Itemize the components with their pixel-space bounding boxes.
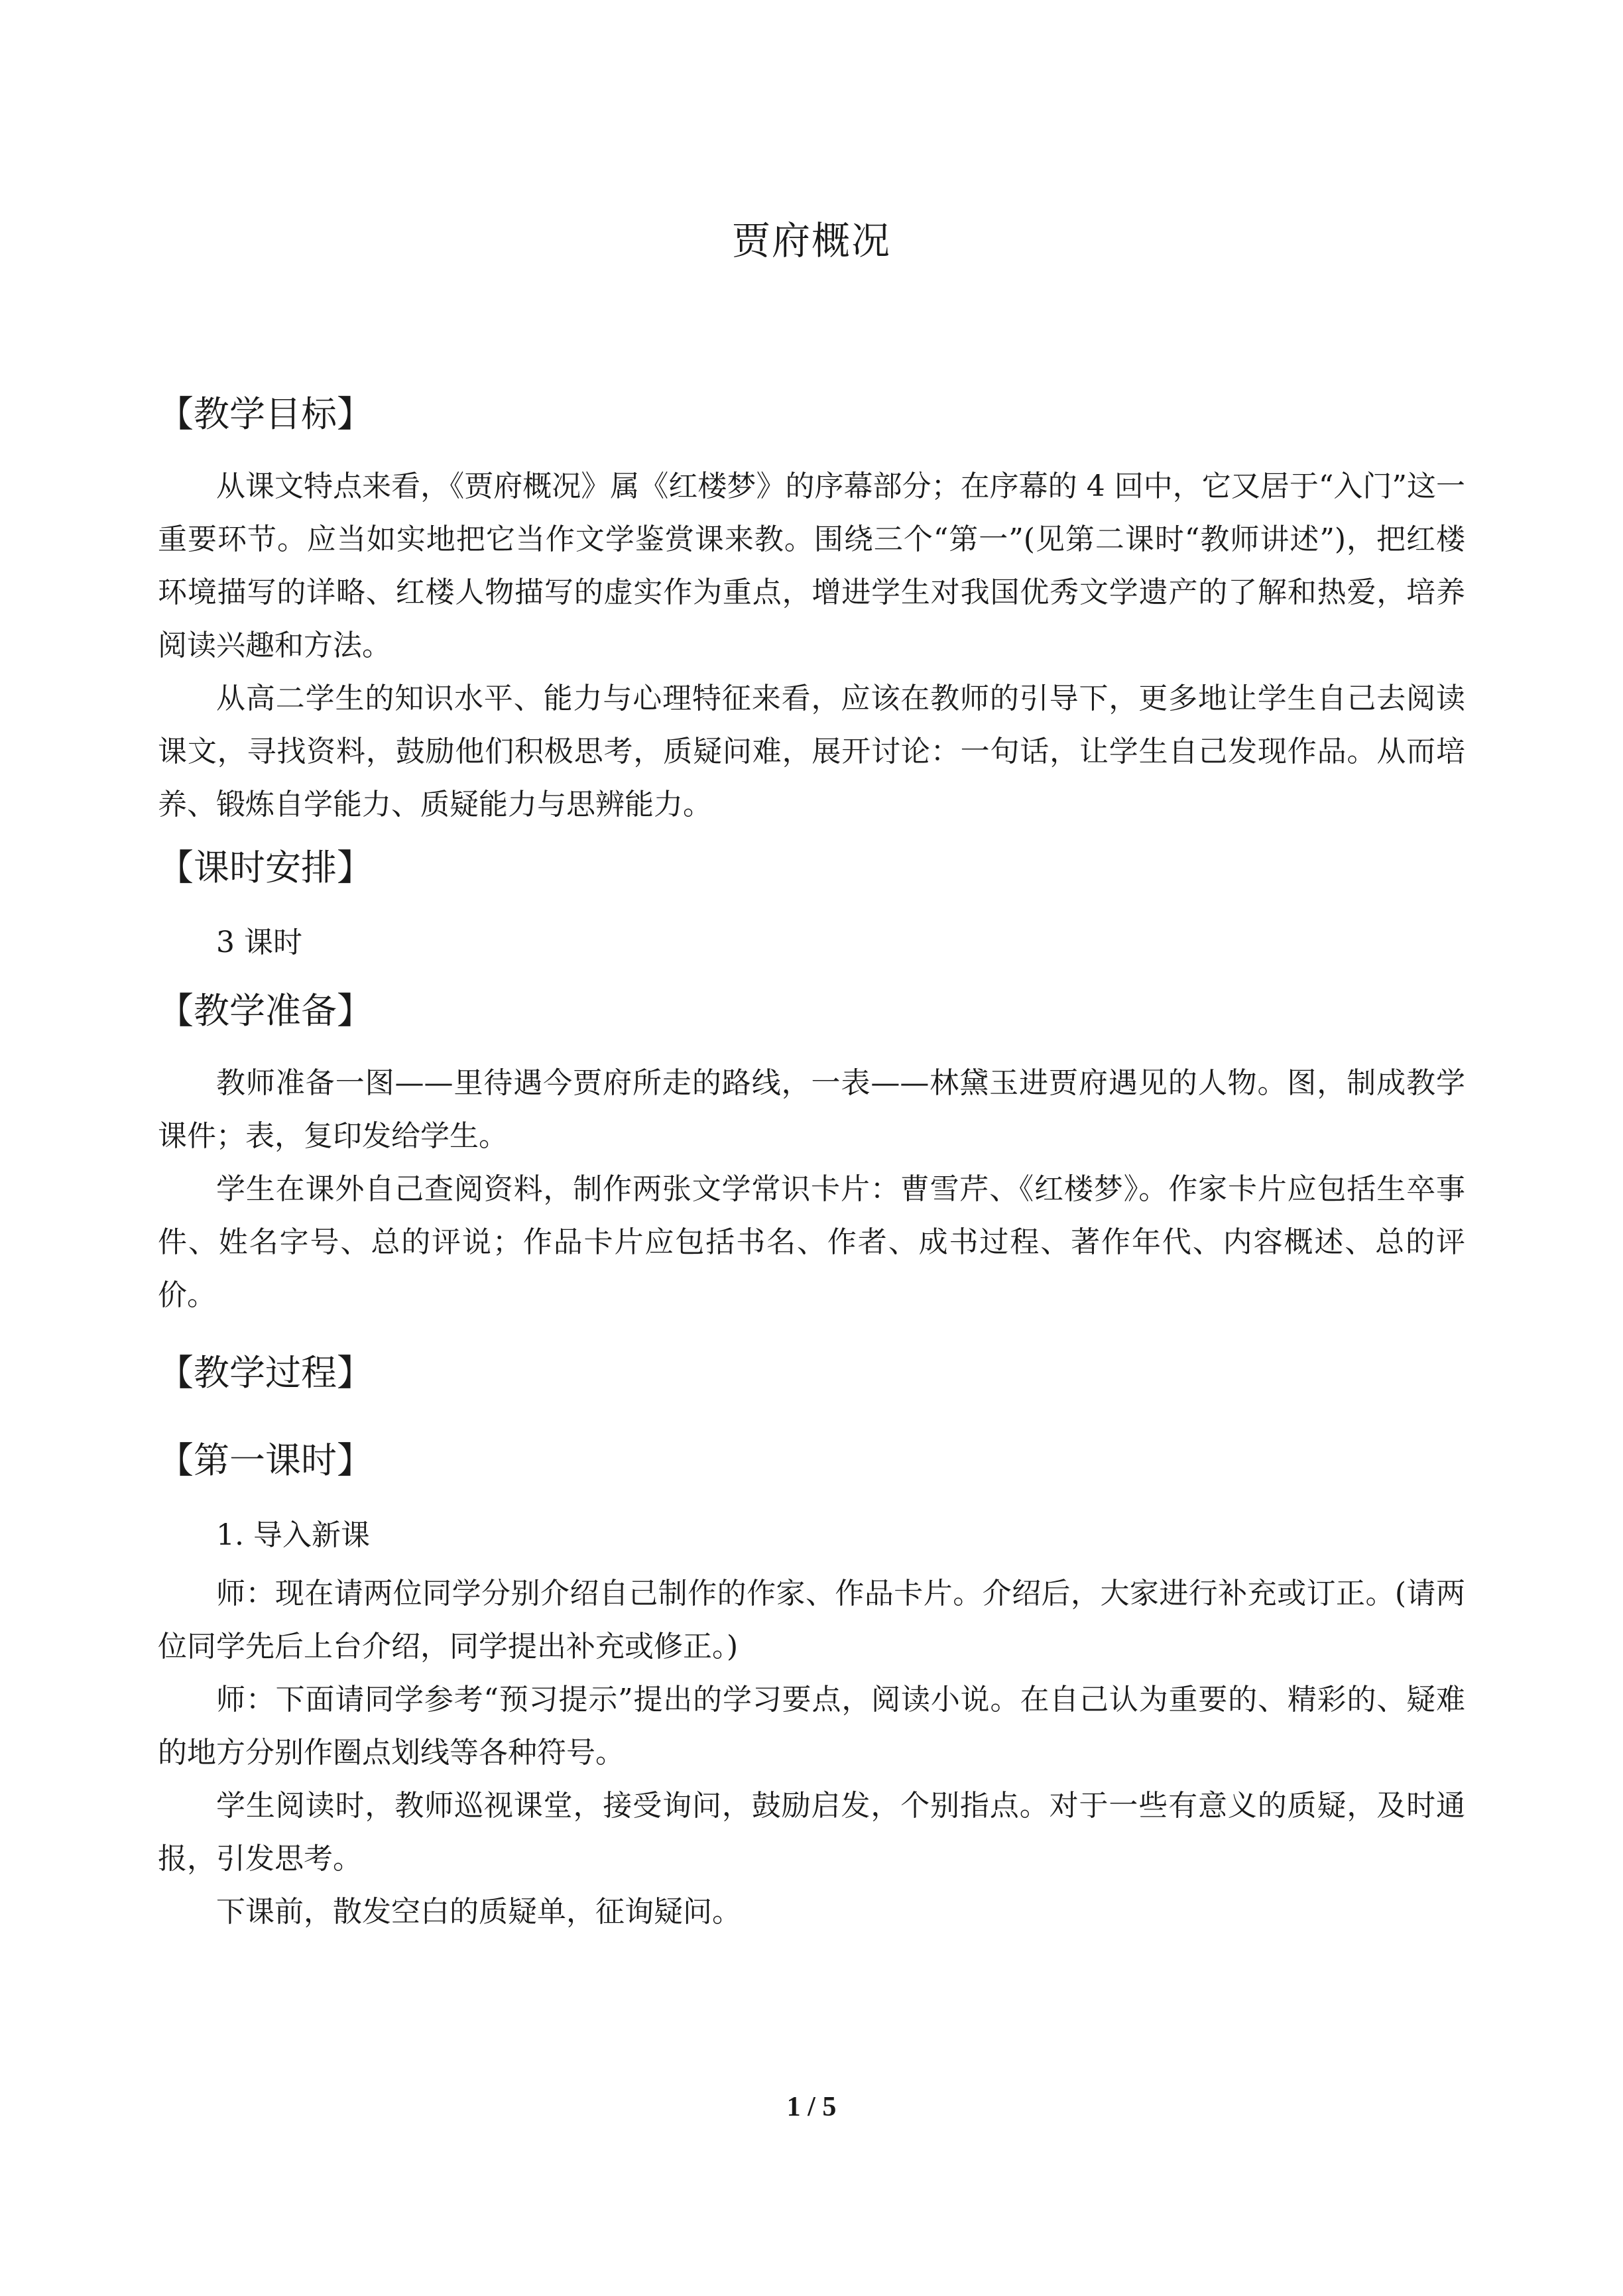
first-lesson-paragraph-5: 下课前，散发空白的质疑单，征询疑问。: [216, 1895, 741, 1929]
first-lesson-paragraph-1: 1. 导入新课: [216, 1518, 370, 1552]
section-heading-objectives: 【教学目标】: [158, 393, 373, 435]
objectives-paragraph-1: 从课文特点来看，《贾府概况》属《红楼梦》的序幕部分；在序幕的 4 回中，它又居于“入门”这一重要环节。应当如实地把它当作文学鉴赏课来教。围绕三个“第一”(见第二课时“教师讲述”)，把红楼环境描写的详略、红楼人物描写的虚实作为重点，增进学生对我国优秀文学遗产的了解和热爱，培养阅读兴趣和方法。: [158, 469, 1465, 662]
document-body: [158, 378, 1465, 1939]
preparation-paragraph-1: 教师准备一图——里待遇今贾府所走的路线，一表——林黛玉进贾府遇见的人物。图，制成教学课件；表，复印发给学生。: [158, 1066, 1465, 1153]
section-heading-schedule: 【课时安排】: [158, 847, 373, 888]
page-title: 贾府概况: [731, 218, 891, 263]
objectives-paragraph-2: 从高二学生的知识水平、能力与心理特征来看，应该在教师的引导下，更多地让学生自己去阅读课文，寻找资料，鼓励他们积极思考，质疑问难，展开讨论：一句话，让学生自己发现作品。从而培养、锻炼自学能力、质疑能力与思辨能力。: [158, 682, 1465, 821]
first-lesson-paragraph-3: 师：下面请同学参考“预习提示”提出的学习要点，阅读小说。在自己认为重要的、精彩的、疑难的地方分别作圈点划线等各种符号。: [158, 1683, 1465, 1770]
preparation-paragraph-2: 学生在课外自己查阅资料，制作两张文学常识卡片：曹雪芹、《红楼梦》。作家卡片应包括生卒事件、姓名字号、总的评说；作品卡片应包括书名、作者、成书过程、著作年代、内容概述、总的评价。: [158, 1172, 1465, 1312]
first-lesson-paragraph-4: 学生阅读时，教师巡视课堂，接受询问，鼓励启发，个别指点。对于一些有意义的质疑，及时通报，引发思考。: [158, 1789, 1465, 1876]
section-heading-preparation: 【教学准备】: [158, 990, 373, 1032]
section-heading-first-lesson: 【第一课时】: [158, 1439, 373, 1481]
schedule-paragraph: 3 课时: [216, 926, 302, 959]
section-heading-process: 【教学过程】: [158, 1352, 373, 1394]
first-lesson-paragraph-2: 师：现在请两位同学分别介绍自己制作的作家、作品卡片。介绍后，大家进行补充或订正。(请两位同学先后上台介绍，同学提出补充或修正。): [158, 1577, 1465, 1663]
page-number: 1 / 5: [786, 2092, 837, 2122]
